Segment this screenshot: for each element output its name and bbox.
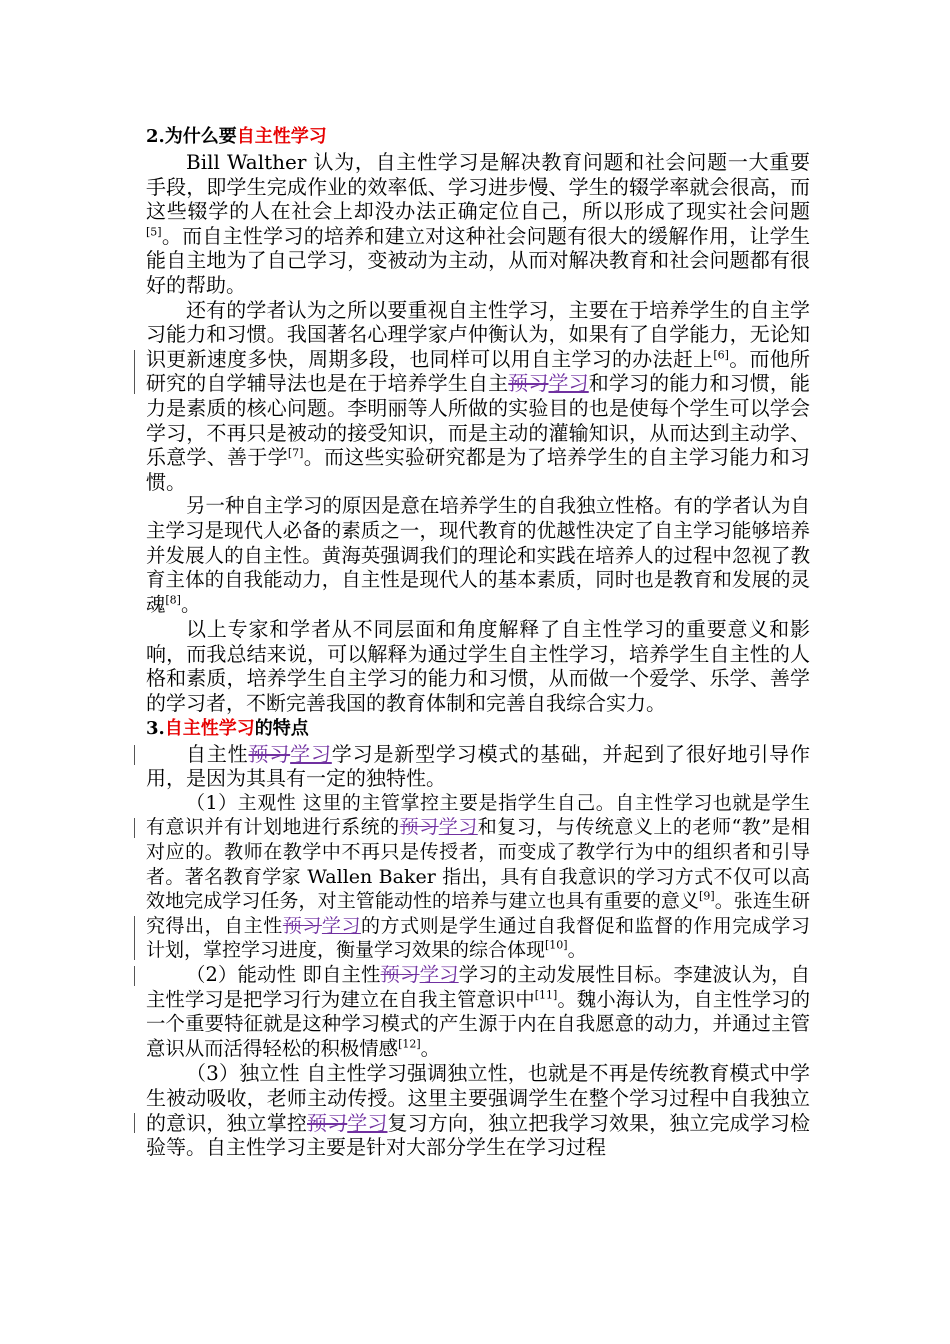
paragraph: （1）主观性 这里的主管掌控主要是指学生自己。自主性学习也就是学生有意识并有计划地进行系统的预习学习和复习，与传统意义上的老师“教”是相对应的。教师在教学中不再只是传授者，而变成了教学行为中的组织者和引导者。著名教育学家 Wallen Baker 指出，具有自我意识的学习方式不仅可以高效地完成学习任务，对主管能动性的培养与建立也具有重要的意义[9]。张连生研究得出，自主性预习学习的方式则是学生通过自我督促和监督的作用完成学习计划，掌控学习进度，衡量学习效果的综合体现[10]。: [146, 791, 810, 963]
paragraph: （3）独立性 自主性学习强调独立性，也就是不再是传统教育模式中学生被动吸收，老师主动传授。这里主要强调学生在整个学习过程中自我独立的意识，独立掌控预习学习复习方向，独立把我学习效果，独立完成学习检验等。自主性学习主要是针对大部分学生在学习过程: [146, 1061, 810, 1159]
paragraph: 以上专家和学者从不同层面和角度解释了自主性学习的重要意义和影响，而我总结来说，可以解释为通过学生自主性学习，培养学生自主性的人格和素质，培养学生自主学习的能力和习惯，从而做一个爱学、乐学、善学的学习者，不断完善我国的教育体制和完善自我综合实力。: [146, 617, 810, 716]
citation: [7]: [287, 446, 304, 460]
inserted-text: 学习: [290, 741, 332, 766]
document-page: [146, 124, 810, 1160]
inserted-text: 学习: [419, 963, 459, 986]
revision-bar: [134, 350, 135, 394]
paragraph: （2）能动性 即自主性预习学习学习的主动发展性目标。李建波认为，自主性学习是把学习行为建立在自我主管意识中[11]。魏小海认为，自主性学习的一个重要特征就是这种学习模式的产生源于内在自我愿意的动力，并通过主管意识从而活得轻松的积极情感[12]。: [146, 963, 810, 1061]
heading-number: 2.: [146, 126, 165, 147]
deleted-text: 预习: [307, 1110, 348, 1135]
inserted-text: 学习: [438, 816, 478, 839]
deleted-text: 预习: [248, 741, 291, 766]
deleted-text: 预习: [282, 914, 322, 937]
deleted-text: 预习: [380, 963, 420, 986]
revision-bar: [134, 916, 135, 960]
deleted-text: 预习: [399, 816, 439, 839]
citation: [8]: [165, 593, 181, 607]
paragraph: 还有的学者认为之所以要重视自主性学习，主要在于培养学生的自主学习能力和习惯。我国著名心理学家卢仲衡认为，如果有了自学能力，无论知识更新速度多快，周期多段，也同样可以用自主学习的办法赶上[6]。而他所研究的自学辅导法也是在于培养学生自主预习学习和学习的能力和习惯，能力是素质的核心问题。李明丽等人所做的实验目的也是使每个学生可以学会学习，不再只是被动的接受知识，而是主动的灌输知识，从而达到主动学、乐意学、善于学[7]。而这些实验研究都是为了培养学生的自主学习能力和习惯。: [146, 298, 810, 495]
revision-bar: [134, 745, 135, 765]
revision-bar: [134, 1113, 135, 1133]
paragraph: 自主性预习学习学习是新型学习模式的基础，并起到了很好地引导作用，是因为其具有一定的独特性。: [146, 742, 810, 791]
heading-number: 3.: [146, 717, 165, 739]
deleted-text: 预习: [508, 371, 549, 396]
heading-highlight: 自主性学习: [164, 717, 255, 739]
citation: [11]: [534, 988, 558, 1002]
citation: [9]: [699, 889, 715, 903]
inserted-text: 学习: [347, 1110, 388, 1135]
heading-text: 的特点: [254, 717, 309, 739]
citation: [12]: [398, 1037, 421, 1051]
heading-text: 为什么要: [164, 126, 237, 147]
paragraph: 另一种自主学习的原因是意在培养学生的自我独立性格。有的学者认为自主学习是现代人必备的素质之一，现代教育的优越性决定了自主学习能够培养并发展人的自主性。黄海英强调我们的理论和实践在培养人的过程中忽视了教育主体的自我能动力，自主性是现代人的基本素质，同时也是教育和发展的灵魂[8]。: [146, 494, 810, 616]
citation: [6]: [713, 348, 729, 362]
citation: [10]: [545, 939, 568, 953]
revision-bar: [134, 818, 135, 838]
section-heading-3: [146, 716, 810, 742]
section-heading-2: [146, 124, 810, 150]
citation: [5]: [146, 225, 162, 239]
revision-bar: [134, 966, 135, 986]
inserted-text: 学习: [548, 371, 589, 396]
inserted-text: 学习: [321, 914, 361, 937]
heading-highlight: 自主性学习: [236, 126, 327, 147]
paragraph: Bill Walther 认为，自主性学习是解决教育问题和社会问题一大重要手段，即学生完成作业的效率低、学习进步慢、学生的辍学率就会很高，而这些辍学的人在社会上却没办法正确定位自己，所以形成了现实社会问题[5]。而自主性学习的培养和建立对这种社会问题有很大的缓解作用，让学生能自主地为了自己学习，变被动为主动，从而对解决教育和社会问题都有很好的帮助。: [146, 150, 810, 297]
